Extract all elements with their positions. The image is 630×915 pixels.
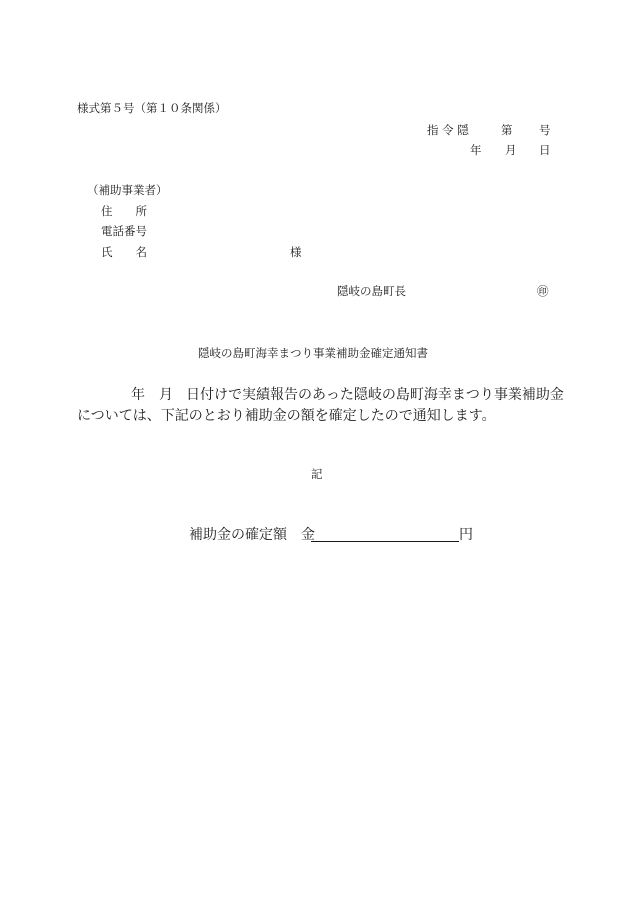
address-label: 住 所 bbox=[101, 204, 147, 218]
seal-mark: ㊞ bbox=[537, 284, 549, 298]
body-line-1: 日付けで実績報告のあった隠岐の島町海幸まつり事業補助金 bbox=[186, 387, 564, 403]
ki-heading: 記 bbox=[311, 467, 323, 481]
reference-go: 号 bbox=[539, 123, 551, 137]
document-title: 隠岐の島町海幸まつり事業補助金確定通知書 bbox=[198, 346, 428, 360]
form-number: 様式第５号（第１０条関係） bbox=[77, 101, 227, 115]
date-year: 年 bbox=[470, 143, 482, 157]
phone-label: 電話番号 bbox=[101, 224, 147, 238]
body-line-2: については、下記のとおり補助金の額を確定したので通知します。 bbox=[77, 408, 496, 424]
name-label: 氏 名 bbox=[101, 245, 147, 259]
date-month: 月 bbox=[505, 143, 517, 157]
recipient-title: （補助事業者） bbox=[87, 183, 168, 197]
honorific: 様 bbox=[290, 245, 302, 259]
amount-label: 補助金の確定額 金 bbox=[189, 527, 315, 543]
amount-unit: 円 bbox=[459, 527, 473, 543]
issuer-name: 隠岐の島町長 bbox=[337, 284, 406, 298]
reference-dai: 第 bbox=[501, 123, 513, 137]
date-day: 日 bbox=[539, 143, 551, 157]
body-year: 年 bbox=[131, 387, 145, 403]
reference-prefix: 指 令 隠 bbox=[427, 123, 469, 137]
body-month: 月 bbox=[159, 387, 173, 403]
amount-blank-line bbox=[311, 541, 459, 542]
